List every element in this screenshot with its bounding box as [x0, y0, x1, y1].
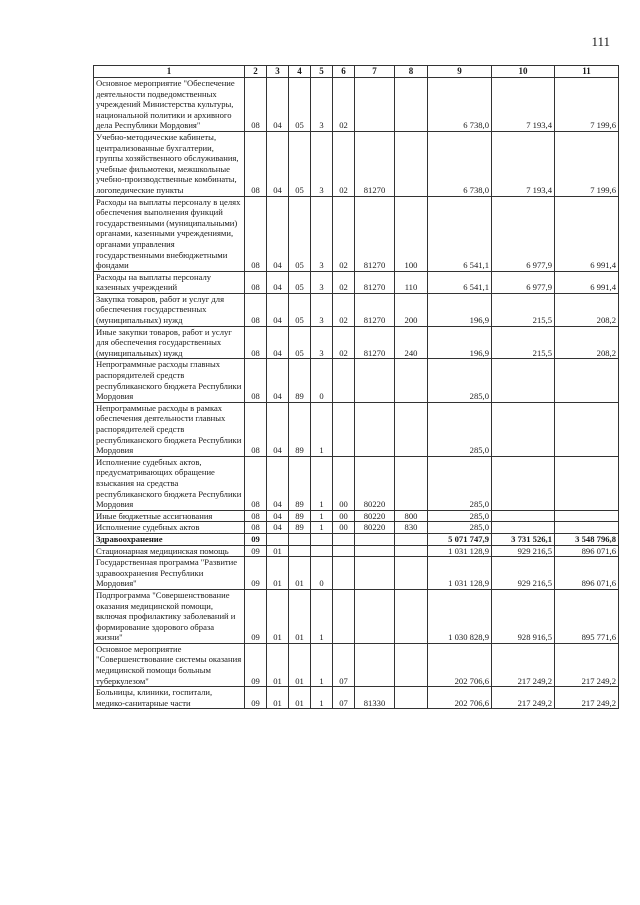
amount-year3-cell	[555, 522, 619, 534]
table-row	[94, 196, 619, 271]
amount-year2-cell: 6 977,9	[492, 271, 555, 293]
subsection-code-cell: 04	[267, 510, 289, 522]
row-name-cell: Закупка товаров, работ и услуг для обеспечения государственных (муниципальных) нужд	[94, 293, 245, 326]
section-code-cell: 08	[245, 326, 267, 359]
subsection-code-cell: 04	[267, 293, 289, 326]
direction-code-cell: 81330	[355, 687, 395, 709]
table-header-row	[94, 66, 619, 78]
direction-code-cell	[355, 589, 395, 643]
event-code-cell: 02	[333, 78, 355, 132]
section-code-cell: 09	[245, 533, 267, 545]
table-row	[94, 326, 619, 359]
page-number: 111	[591, 34, 610, 49]
subsection-code-cell: 01	[267, 545, 289, 557]
program-code-cell: 89	[289, 522, 311, 534]
section-code-cell: 09	[245, 557, 267, 590]
subsection-code-cell: 04	[267, 326, 289, 359]
program-code-cell: 01	[289, 643, 311, 686]
column-header: 11	[555, 66, 619, 78]
section-code-cell: 08	[245, 131, 267, 196]
event-code-cell	[333, 589, 355, 643]
amount-year3-cell	[555, 402, 619, 456]
table-row	[94, 687, 619, 709]
amount-year1-cell: 285,0	[428, 522, 492, 534]
amount-year3-cell	[555, 456, 619, 510]
subsection-code-cell: 01	[267, 687, 289, 709]
column-header: 9	[428, 66, 492, 78]
subsection-code-cell: 01	[267, 557, 289, 590]
direction-code-cell: 80220	[355, 522, 395, 534]
subprogram-code-cell: 1	[311, 402, 333, 456]
amount-year2-cell: 217 249,2	[492, 687, 555, 709]
amount-year2-cell: 217 249,2	[492, 643, 555, 686]
table-row	[94, 589, 619, 643]
section-code-cell: 09	[245, 687, 267, 709]
event-code-cell: 00	[333, 522, 355, 534]
table-row	[94, 359, 619, 402]
subprogram-code-cell: 3	[311, 271, 333, 293]
direction-code-cell	[355, 557, 395, 590]
row-name-cell: Основное мероприятие "Обеспечение деятельности подведомственных учреждений Министерства культуры, национальной политики и архивного дела Республики Мордовия"	[94, 78, 245, 132]
subsection-code-cell: 04	[267, 522, 289, 534]
column-header: 2	[245, 66, 267, 78]
amount-year2-cell: 929 216,5	[492, 557, 555, 590]
amount-year1-cell: 196,9	[428, 293, 492, 326]
amount-year2-cell	[492, 456, 555, 510]
column-header: 1	[94, 66, 245, 78]
amount-year1-cell: 6 541,1	[428, 196, 492, 271]
budget-table	[93, 65, 619, 709]
amount-year2-cell	[492, 510, 555, 522]
direction-code-cell: 80220	[355, 510, 395, 522]
section-code-cell: 09	[245, 545, 267, 557]
expense-type-cell	[395, 643, 428, 686]
direction-code-cell	[355, 643, 395, 686]
row-name-cell: Здравоохранение	[94, 533, 245, 545]
direction-code-cell	[355, 545, 395, 557]
amount-year3-cell: 3 548 796,8	[555, 533, 619, 545]
amount-year3-cell: 217 249,2	[555, 687, 619, 709]
column-header: 4	[289, 66, 311, 78]
subprogram-code-cell: 3	[311, 196, 333, 271]
table-row	[94, 78, 619, 132]
subprogram-code-cell: 0	[311, 557, 333, 590]
row-name-cell: Иные бюджетные ассигнования	[94, 510, 245, 522]
direction-code-cell: 81270	[355, 326, 395, 359]
amount-year1-cell: 285,0	[428, 456, 492, 510]
amount-year3-cell: 896 071,6	[555, 557, 619, 590]
section-code-cell: 09	[245, 589, 267, 643]
event-code-cell: 00	[333, 456, 355, 510]
amount-year3-cell: 895 771,6	[555, 589, 619, 643]
subsection-code-cell: 04	[267, 271, 289, 293]
direction-code-cell: 81270	[355, 131, 395, 196]
section-code-cell: 08	[245, 456, 267, 510]
column-header: 7	[355, 66, 395, 78]
event-code-cell: 02	[333, 293, 355, 326]
expense-type-cell: 240	[395, 326, 428, 359]
direction-code-cell	[355, 359, 395, 402]
section-code-cell: 08	[245, 522, 267, 534]
subsection-code-cell	[267, 533, 289, 545]
expense-type-cell: 830	[395, 522, 428, 534]
table-row	[94, 545, 619, 557]
expense-type-cell	[395, 78, 428, 132]
amount-year2-cell: 6 977,9	[492, 196, 555, 271]
direction-code-cell: 80220	[355, 456, 395, 510]
section-code-cell: 08	[245, 78, 267, 132]
amount-year2-cell: 215,5	[492, 293, 555, 326]
amount-year2-cell: 3 731 526,1	[492, 533, 555, 545]
direction-code-cell	[355, 402, 395, 456]
amount-year2-cell	[492, 522, 555, 534]
table-row	[94, 557, 619, 590]
direction-code-cell: 81270	[355, 196, 395, 271]
amount-year1-cell: 196,9	[428, 326, 492, 359]
event-code-cell	[333, 359, 355, 402]
subsection-code-cell: 04	[267, 456, 289, 510]
expense-type-cell	[395, 402, 428, 456]
program-code-cell: 05	[289, 326, 311, 359]
amount-year1-cell: 6 738,0	[428, 131, 492, 196]
column-header: 6	[333, 66, 355, 78]
expense-type-cell	[395, 456, 428, 510]
section-code-cell: 09	[245, 643, 267, 686]
row-name-cell: Подпрограмма "Совершенствование оказания медицинской помощи, включая профилактику заболеваний и формирование здорового образа жизни"	[94, 589, 245, 643]
amount-year3-cell	[555, 359, 619, 402]
subprogram-code-cell: 1	[311, 589, 333, 643]
event-code-cell: 02	[333, 131, 355, 196]
event-code-cell	[333, 402, 355, 456]
amount-year3-cell	[555, 510, 619, 522]
direction-code-cell	[355, 78, 395, 132]
row-name-cell: Государственная программа "Развитие здравоохранения Республики Мордовия"	[94, 557, 245, 590]
program-code-cell	[289, 533, 311, 545]
program-code-cell: 05	[289, 131, 311, 196]
event-code-cell: 07	[333, 687, 355, 709]
section-code-cell: 08	[245, 402, 267, 456]
amount-year2-cell: 215,5	[492, 326, 555, 359]
subsection-code-cell: 04	[267, 196, 289, 271]
direction-code-cell	[355, 533, 395, 545]
table-row	[94, 522, 619, 534]
subprogram-code-cell: 0	[311, 359, 333, 402]
subprogram-code-cell: 1	[311, 687, 333, 709]
amount-year1-cell: 285,0	[428, 402, 492, 456]
row-name-cell: Стационарная медицинская помощь	[94, 545, 245, 557]
amount-year1-cell: 202 706,6	[428, 687, 492, 709]
event-code-cell	[333, 557, 355, 590]
program-code-cell	[289, 545, 311, 557]
table-row	[94, 402, 619, 456]
row-name-cell: Расходы на выплаты персоналу в целях обеспечения выполнения функций государственными (муниципальными) органами, казенными учреждениями, органами управления государственными внебюджетными фондами	[94, 196, 245, 271]
program-code-cell: 05	[289, 293, 311, 326]
event-code-cell	[333, 545, 355, 557]
amount-year3-cell: 896 071,6	[555, 545, 619, 557]
row-name-cell: Исполнение судебных актов, предусматривающих обращение взыскания на средства республиканского бюджета Республики Мордовия	[94, 456, 245, 510]
column-header: 5	[311, 66, 333, 78]
row-name-cell: Непрограммные расходы в рамках обеспечения деятельности главных распорядителей средств республиканского бюджета Республики Мордовия	[94, 402, 245, 456]
amount-year2-cell	[492, 359, 555, 402]
amount-year1-cell: 6 541,1	[428, 271, 492, 293]
table-row	[94, 293, 619, 326]
table-row	[94, 271, 619, 293]
amount-year2-cell: 7 193,4	[492, 78, 555, 132]
subsection-code-cell: 01	[267, 643, 289, 686]
amount-year2-cell: 929 216,5	[492, 545, 555, 557]
amount-year2-cell: 7 193,4	[492, 131, 555, 196]
amount-year1-cell: 1 031 128,9	[428, 557, 492, 590]
program-code-cell: 89	[289, 510, 311, 522]
subprogram-code-cell: 1	[311, 643, 333, 686]
row-name-cell: Основное мероприятие "Совершенствование системы оказания медицинской помощи больным туберкулезом"	[94, 643, 245, 686]
expense-type-cell	[395, 359, 428, 402]
amount-year1-cell: 285,0	[428, 359, 492, 402]
amount-year1-cell: 1 030 828,9	[428, 589, 492, 643]
amount-year3-cell: 7 199,6	[555, 131, 619, 196]
event-code-cell: 00	[333, 510, 355, 522]
program-code-cell: 89	[289, 402, 311, 456]
section-code-cell: 08	[245, 359, 267, 402]
event-code-cell: 02	[333, 271, 355, 293]
section-code-cell: 08	[245, 196, 267, 271]
column-header: 8	[395, 66, 428, 78]
table-row	[94, 131, 619, 196]
amount-year3-cell: 6 991,4	[555, 271, 619, 293]
expense-type-cell	[395, 557, 428, 590]
expense-type-cell: 200	[395, 293, 428, 326]
amount-year1-cell: 1 031 128,9	[428, 545, 492, 557]
event-code-cell: 02	[333, 196, 355, 271]
expense-type-cell	[395, 131, 428, 196]
subsection-code-cell: 04	[267, 78, 289, 132]
amount-year1-cell: 202 706,6	[428, 643, 492, 686]
expense-type-cell: 110	[395, 271, 428, 293]
program-code-cell: 89	[289, 359, 311, 402]
row-name-cell: Больницы, клиники, госпитали, медико-санитарные части	[94, 687, 245, 709]
section-code-cell: 08	[245, 271, 267, 293]
subsection-code-cell: 04	[267, 131, 289, 196]
table-row	[94, 533, 619, 545]
expense-type-cell	[395, 545, 428, 557]
amount-year3-cell: 7 199,6	[555, 78, 619, 132]
subprogram-code-cell: 3	[311, 293, 333, 326]
program-code-cell: 05	[289, 271, 311, 293]
section-code-cell: 08	[245, 293, 267, 326]
amount-year1-cell: 6 738,0	[428, 78, 492, 132]
subprogram-code-cell: 1	[311, 522, 333, 534]
event-code-cell: 07	[333, 643, 355, 686]
direction-code-cell: 81270	[355, 271, 395, 293]
column-header: 10	[492, 66, 555, 78]
subsection-code-cell: 04	[267, 359, 289, 402]
amount-year3-cell: 208,2	[555, 293, 619, 326]
expense-type-cell: 100	[395, 196, 428, 271]
section-code-cell: 08	[245, 510, 267, 522]
subsection-code-cell: 01	[267, 589, 289, 643]
subprogram-code-cell	[311, 545, 333, 557]
program-code-cell: 01	[289, 557, 311, 590]
row-name-cell: Исполнение судебных актов	[94, 522, 245, 534]
program-code-cell: 05	[289, 196, 311, 271]
subprogram-code-cell	[311, 533, 333, 545]
program-code-cell: 05	[289, 78, 311, 132]
expense-type-cell	[395, 533, 428, 545]
subprogram-code-cell: 3	[311, 78, 333, 132]
row-name-cell: Расходы на выплаты персоналу казенных учреждений	[94, 271, 245, 293]
amount-year3-cell: 6 991,4	[555, 196, 619, 271]
direction-code-cell: 81270	[355, 293, 395, 326]
subprogram-code-cell: 1	[311, 510, 333, 522]
table-row	[94, 510, 619, 522]
table-row	[94, 456, 619, 510]
amount-year2-cell	[492, 402, 555, 456]
expense-type-cell	[395, 589, 428, 643]
expense-type-cell	[395, 687, 428, 709]
subprogram-code-cell: 3	[311, 326, 333, 359]
event-code-cell: 02	[333, 326, 355, 359]
event-code-cell	[333, 533, 355, 545]
amount-year2-cell: 928 916,5	[492, 589, 555, 643]
program-code-cell: 01	[289, 589, 311, 643]
amount-year1-cell: 285,0	[428, 510, 492, 522]
column-header: 3	[267, 66, 289, 78]
program-code-cell: 01	[289, 687, 311, 709]
subsection-code-cell: 04	[267, 402, 289, 456]
row-name-cell: Иные закупки товаров, работ и услуг для обеспечения государственных (муниципальных) нужд	[94, 326, 245, 359]
subprogram-code-cell: 3	[311, 131, 333, 196]
amount-year3-cell: 217 249,2	[555, 643, 619, 686]
row-name-cell: Учебно-методические кабинеты, централизованные бухгалтерии, группы хозяйственного обслуживания, учебные фильмотеки, межшкольные учебно-производственные комбинаты, логопедические пункты	[94, 131, 245, 196]
subprogram-code-cell: 1	[311, 456, 333, 510]
expense-type-cell: 800	[395, 510, 428, 522]
amount-year3-cell: 208,2	[555, 326, 619, 359]
amount-year1-cell: 5 071 747,9	[428, 533, 492, 545]
program-code-cell: 89	[289, 456, 311, 510]
row-name-cell: Непрограммные расходы главных распорядителей средств республиканского бюджета Республики Мордовия	[94, 359, 245, 402]
table-row	[94, 643, 619, 686]
